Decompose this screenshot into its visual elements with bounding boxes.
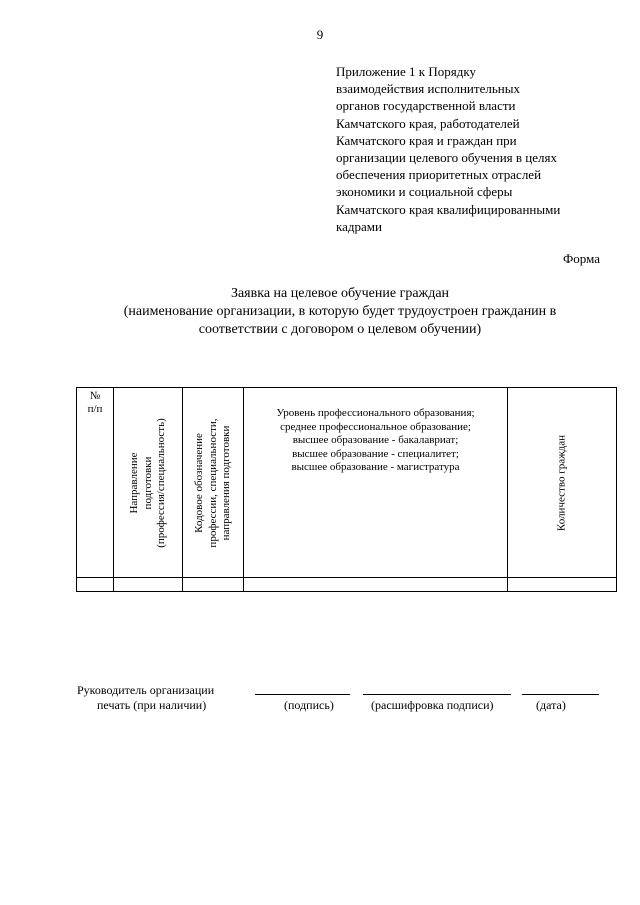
page-number: 9 [316,27,324,42]
head-label: Руководитель организации [77,683,215,697]
table-cell[interactable] [244,578,508,592]
header-direction-line: Направление [127,451,140,514]
appendix-line: Камчатского края и граждан при [336,132,517,148]
header-direction-line: подготовки [141,456,154,509]
header-level-line: высшее образование - специалитет; [292,447,459,460]
table-row [77,578,617,592]
table-cell[interactable] [183,578,244,592]
appendix-line: взаимодействия исполнительных [336,81,520,97]
appendix-line: кадрами [336,218,382,234]
header-code-line: профессии, специальности, [206,417,219,548]
signature-label: (подпись) [284,698,334,712]
table-cell[interactable] [77,578,114,592]
header-education-level [244,388,508,578]
header-count-text [555,403,569,563]
decode-label: (расшифровка подписи) [371,698,494,712]
appendix-line: Камчатского края, работодателей [336,115,520,131]
date-line[interactable] [522,694,599,695]
header-number-line: № [89,390,101,402]
header-code-line: Кодовое обозначение [192,432,205,533]
header-number-line: п/п [87,403,103,415]
table-cell[interactable] [114,578,183,592]
appendix-line: Приложение 1 к Порядку [336,64,476,79]
header-level-line: высшее образование - бакалавриат; [292,434,459,446]
header-count [508,388,617,578]
header-code [183,388,244,578]
document-subtitle-line: (наименование организации, в которую будет трудоустроен гражданин в [123,304,557,319]
appendix-line: организации целевого обучения в целях [336,150,557,166]
header-count-line: Количество граждан [555,434,568,531]
seal-label: печать (при наличии) [97,698,207,712]
header-direction-text [128,403,169,563]
document-subtitle-line: соответствии с договором о целевом обучении) [198,322,482,337]
header-code-text [193,403,234,563]
appendix-line: обеспечения приоритетных отраслей [336,167,542,183]
signature-line[interactable] [255,694,350,695]
document-title: Заявка на целевое обучение граждан [230,286,450,301]
appendix-line: экономики и социальной сферы [336,184,513,200]
header-level-line: Уровень профессионального образования; [276,407,475,419]
table-cell[interactable] [508,578,617,592]
header-code-line: направления подготовки [219,425,232,540]
header-number [77,388,114,578]
decode-line[interactable] [363,694,511,695]
date-label: (дата) [536,698,566,712]
form-label: Форма [563,251,600,266]
appendix-line: органов государственной власти [336,98,516,114]
application-table [76,387,617,592]
appendix-heading [336,63,626,235]
header-direction-line: (профессия/специальность) [154,417,167,548]
header-level-line: среднее профессиональное образование; [280,420,471,433]
appendix-line: Камчатского края квалифицированными [336,201,561,217]
header-level-line: высшее образование - магистратура [291,461,460,473]
header-direction [114,388,183,578]
table-header-row [77,388,617,578]
